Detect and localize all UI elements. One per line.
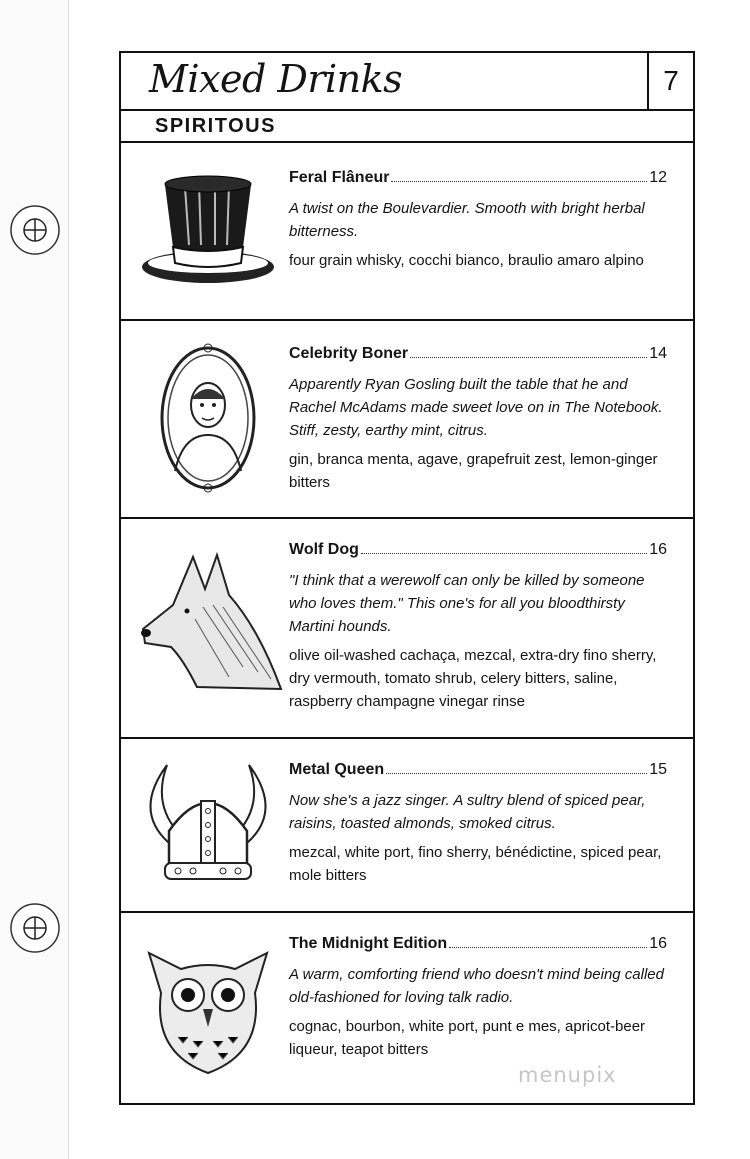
menu-item xyxy=(121,739,693,913)
binder-hole-icon xyxy=(9,902,61,954)
item-ingredients: cognac, bourbon, white port, punt e mes, apricot-beer liqueur, teapot bitters xyxy=(289,1018,646,1058)
menu-item xyxy=(121,143,693,321)
title-row xyxy=(121,53,693,111)
item-description: Now she's a jazz singer. A sultry blend of spiced pear, raisins, toasted almonds, smoked citrus. xyxy=(289,792,646,832)
menu-item xyxy=(121,519,693,739)
item-price: 12 xyxy=(649,169,667,186)
item-name: The Midnight Edition xyxy=(289,935,448,952)
page-number: 7 xyxy=(647,53,693,109)
binder-hole-icon xyxy=(9,204,61,256)
owl-icon xyxy=(133,933,283,1083)
item-description: "I think that a werewolf can only be killed by someone who loves them." This one's for all you bloodthirsty Martini hounds. xyxy=(289,572,645,635)
watermark: menupix xyxy=(518,1063,617,1087)
leader-dots xyxy=(410,356,647,358)
horned-helmet-icon xyxy=(133,751,283,901)
section-title: SPIRITOUS xyxy=(155,115,276,137)
leader-dots xyxy=(391,180,647,182)
item-price: 16 xyxy=(649,935,667,952)
item-ingredients: four grain whisky, cocchi bianco, braulio amaro alpino xyxy=(289,252,644,269)
section-header xyxy=(121,111,693,143)
item-description: Apparently Ryan Gosling built the table that he and Rachel McAdams made sweet love on in The Notebook. Stiff, zesty, earthy mint, citrus. xyxy=(289,376,663,439)
leader-dots xyxy=(386,772,647,774)
framed-portrait-icon xyxy=(133,343,283,493)
item-name: Wolf Dog xyxy=(289,541,359,558)
wolf-head-icon xyxy=(133,547,283,697)
menu-item xyxy=(121,321,693,519)
item-name: Celebrity Boner xyxy=(289,345,409,362)
item-name: Metal Queen xyxy=(289,761,385,778)
item-name: Feral Flâneur xyxy=(289,169,390,186)
leader-dots xyxy=(361,552,647,554)
item-ingredients: olive oil-washed cachaça, mezcal, extra-dry fino sherry, dry vermouth, tomato shrub, celery bitters, saline, raspberry champagne vinegar rinse xyxy=(289,647,657,710)
item-description: A twist on the Boulevardier. Smooth with bright herbal bitterness. xyxy=(289,200,645,240)
leader-dots xyxy=(449,946,647,948)
item-ingredients: gin, branca menta, agave, grapefruit zest, lemon-ginger bitters xyxy=(289,451,658,491)
item-description: A warm, comforting friend who doesn't mind being called old-fashioned for loving talk radio. xyxy=(289,966,664,1006)
item-price: 15 xyxy=(649,761,667,778)
item-ingredients: mezcal, white port, fino sherry, bénédictine, spiced pear, mole bitters xyxy=(289,844,662,884)
item-price: 14 xyxy=(649,345,667,362)
top-hat-icon xyxy=(133,155,283,305)
menu-frame xyxy=(119,51,695,1105)
item-price: 16 xyxy=(649,541,667,558)
binder-strip xyxy=(0,0,69,1159)
page-title: Mixed Drinks xyxy=(149,57,403,101)
